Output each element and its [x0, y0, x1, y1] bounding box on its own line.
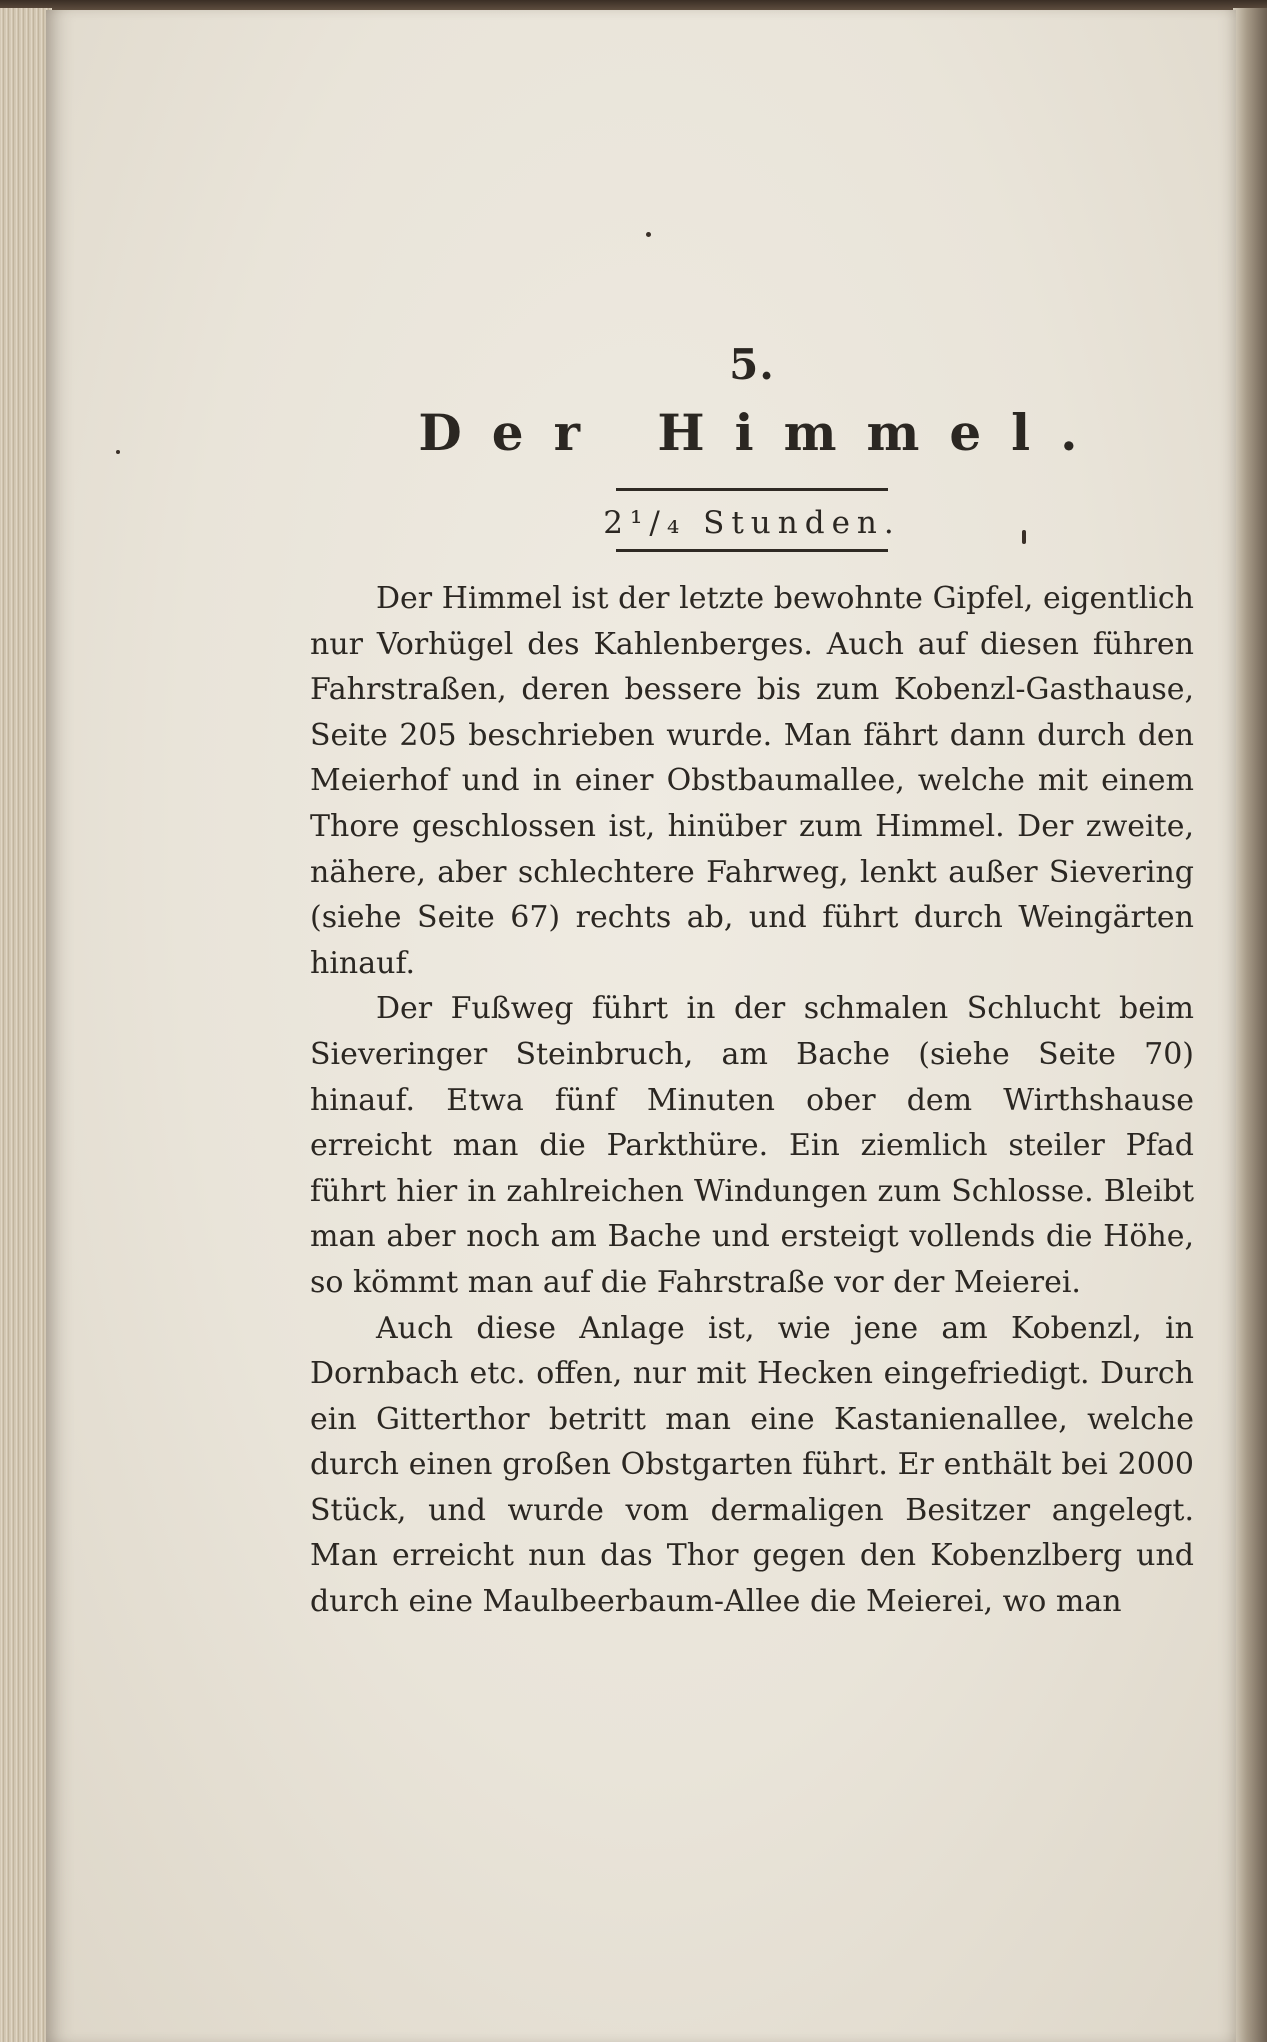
paragraph-footpath: Der Fußweg führt in der schmalen Schlucht beim Sieveringer Steinbruch, am Bache (siehe Seite 70) hinauf. Etwa fünf Minuten ober dem Wirthshause erreicht man die Parkthüre. Ein ziemlich steiler Pfad führt hier in zahlreichen Windungen zum Schlosse. Bleibt man aber noch am Bache und ersteigt vollends die Höhe, so kömmt man auf die Fahrstraße vor der Meierei.: [310, 991, 1194, 1300]
page-content: [310, 340, 1194, 1625]
book-page: [46, 10, 1236, 2042]
ink-speck: [116, 450, 120, 454]
page-stack-edge: [0, 8, 52, 2042]
book-right-edge: [1233, 8, 1267, 2042]
paragraph-estate: Auch diese Anlage ist, wie jene am Kobenzl, in Dornbach etc. offen, nur mit Hecken eingefriedigt. Durch ein Gitterthor betritt man eine Kastanienallee, welche durch einen großen Obstgarten führt. Er enthält bei 2000 Stück, und wurde vom dermaligen Besitzer angelegt. Man erreicht nun das Thor gegen den Kobenzlberg und durch eine Maulbeerbaum-Allee die Meierei, wo man: [310, 1310, 1194, 1620]
paragraph-routes: Der Himmel ist der letzte bewohnte Gipfel, eigentlich nur Vorhügel des Kahlenberges. Auch auf diesen führen Fahrstraßen, deren bessere bis zum Kobenzl-Gasthause, Seite 205 beschrieben wurde. Man fährt dann durch den Meierhof und in einer Obstbaumallee, welche mit einem Thore geschlossen ist, hinüber zum Himmel. Der zweite, nähere, aber schlechtere Fahrweg, lenkt außer Sievering (siehe Seite 67) rechts ab, und führt durch Weingärten hinauf.: [310, 581, 1194, 981]
title-rule-bottom: [616, 549, 888, 552]
ink-speck: [646, 232, 651, 237]
chapter-number: 5.: [729, 340, 775, 389]
title-rule-top: [616, 488, 888, 491]
chapter-title: Der Himmel.: [418, 403, 1108, 462]
walking-duration: 2¹/₄ Stunden.: [603, 505, 901, 541]
